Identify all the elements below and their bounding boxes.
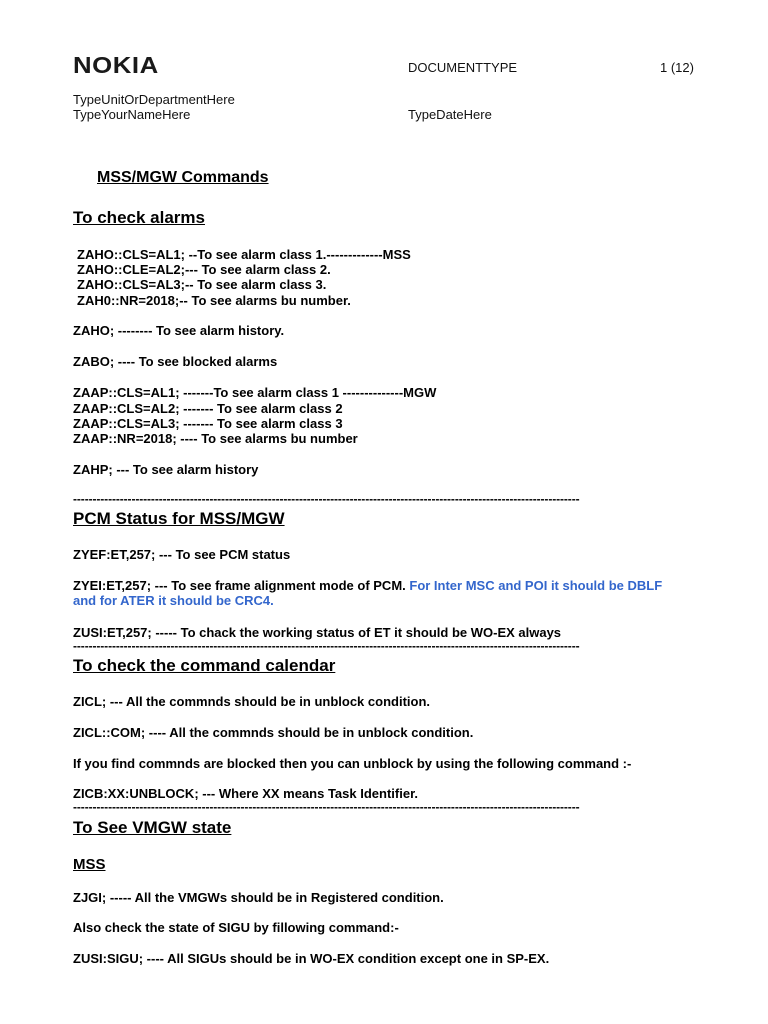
command-line [73,578,662,593]
separator-line: ---------------------------------------------------------------------------------------------------------------------------------- [73,800,580,814]
command-line: If you find commnds are blocked then you can unblock by using the following command :- [73,756,632,771]
command-line: ZAAP::NR=2018; ---- To see alarms bu number [73,431,358,446]
author-name-field: TypeYourNameHere [73,107,191,122]
command-note: For Inter MSC and POI it should be DBLF [409,578,663,593]
command-line: ZICL::COM; ---- All the commnds should be in unblock condition. [73,725,474,740]
command-line: ZAH0::NR=2018;-- To see alarms bu number. [77,293,351,308]
document-title: MSS/MGW Commands [97,169,269,186]
date-field: TypeDateHere [408,107,492,122]
command-line: ZUSI:SIGU; ---- All SIGUs should be in WO-EX condition except one in SP-EX. [73,951,550,966]
separator-line: ---------------------------------------------------------------------------------------------------------------------------------- [73,639,580,653]
command-line: ZAHO::CLS=AL1; --To see alarm class 1.-------------MSS [77,247,411,262]
command-line: ZAHO; -------- To see alarm history. [73,323,285,338]
command-line: Also check the state of SIGU by fillowing command:- [73,920,399,935]
command-note: and for ATER it should be CRC4. [73,593,274,608]
section-heading-calendar: To check the command calendar [73,656,336,675]
page-number: 1 (12) [660,60,694,75]
command-text: ZYEI:ET,257; --- To see frame alignment mode of PCM. [73,578,410,593]
department-field: TypeUnitOrDepartmentHere [73,92,235,107]
command-line: ZAHP; --- To see alarm history [73,462,259,477]
command-line: ZAAP::CLS=AL1; -------To see alarm class 1 --------------MGW [73,385,437,400]
command-line: ZAHO::CLS=AL3;-- To see alarm class 3. [77,277,327,292]
command-line: ZAHO::CLE=AL2;--- To see alarm class 2. [77,262,331,277]
section-heading-alarms: To check alarms [73,208,205,227]
command-line: ZJGI; ----- All the VMGWs should be in Registered condition. [73,890,444,905]
command-line: ZUSI:ET,257; ----- To chack the working status of ET it should be WO-EX always [73,625,562,640]
command-line: ZAAP::CLS=AL2; ------- To see alarm class 2 [73,401,343,416]
command-line: ZABO; ---- To see blocked alarms [73,354,278,369]
document-type: DOCUMENTTYPE [408,60,518,75]
command-line: ZYEF:ET,257; --- To see PCM status [73,547,291,562]
command-line: ZAAP::CLS=AL3; ------- To see alarm class 3 [73,416,343,431]
command-line: ZICB:XX:UNBLOCK; --- Where XX means Task Identifier. [73,786,419,801]
command-line: ZICL; --- All the commnds should be in unblock condition. [73,694,430,709]
nokia-logo: NOKIA [73,52,159,78]
section-heading-pcm: PCM Status for MSS/MGW [73,509,285,528]
section-heading-vmgw: To See VMGW state [73,818,232,837]
separator-line: ---------------------------------------------------------------------------------------------------------------------------------- [73,492,580,506]
subheading-mss: MSS [73,856,106,873]
